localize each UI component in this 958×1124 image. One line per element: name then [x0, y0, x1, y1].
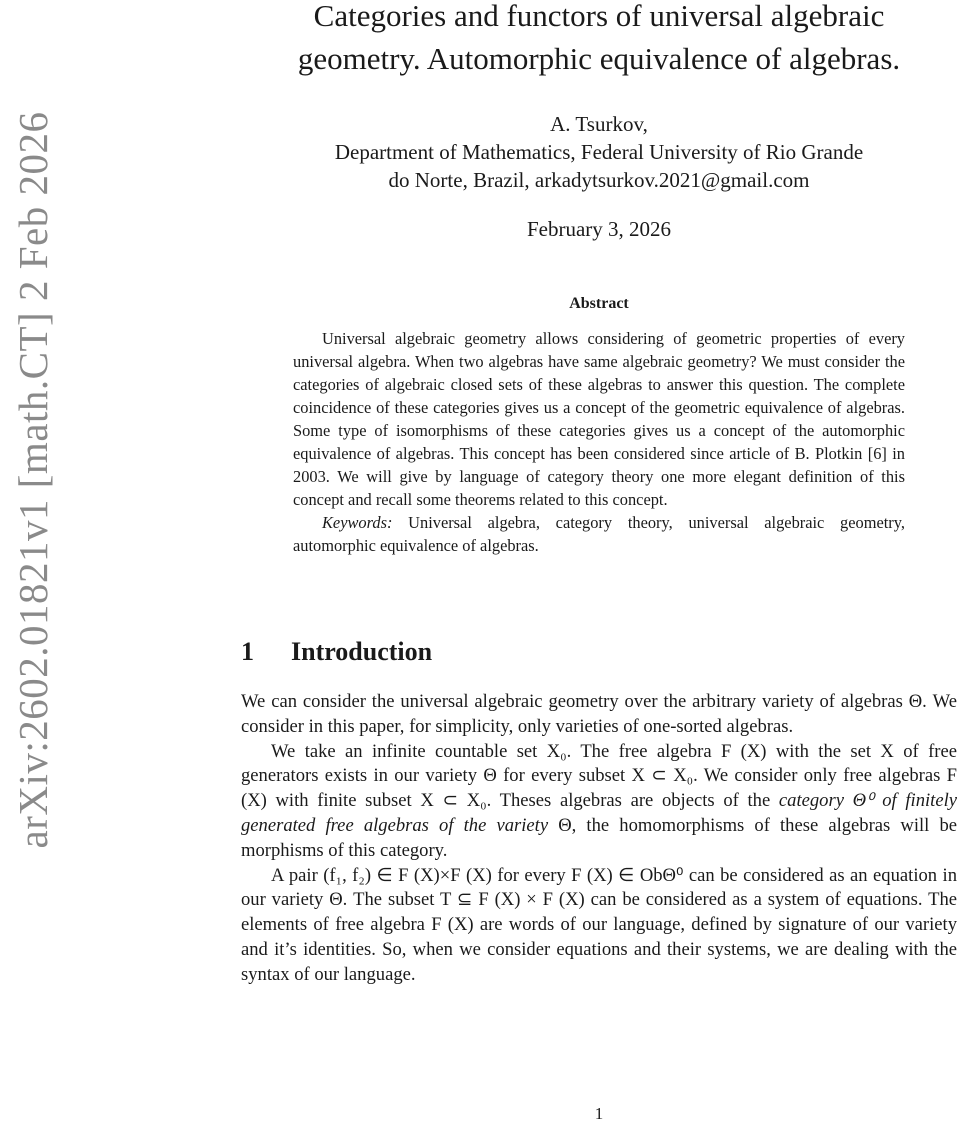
author-name: A. Tsurkov,: [550, 112, 648, 136]
paragraph-2: [241, 740, 957, 864]
page-number: 1: [594, 1104, 604, 1123]
paper-date: February 3, 2026: [526, 217, 672, 241]
paragraph-1: We can consider the universal algebraic geometry over the arbitrary variety of algebras Θ. We consider in this paper, for simplicity, only varieties of one-sorted algebras.: [241, 691, 957, 737]
abstract-body: [293, 327, 905, 557]
author-block: [241, 110, 957, 194]
keywords-paragraph: [293, 511, 905, 557]
paper-title: [241, 0, 957, 80]
introduction-body: [241, 690, 957, 988]
keywords-label: Keywords:: [322, 513, 393, 532]
paper-page: [241, 0, 957, 1121]
affiliation-line-1: Department of Mathematics, Federal University of Rio Grande: [334, 140, 864, 164]
affiliation-line-2: do Norte, Brazil, arkadytsurkov.2021@gmail.com: [388, 168, 810, 192]
section-heading: [241, 637, 957, 667]
section-title: Introduction: [291, 637, 433, 666]
section-number: 1: [241, 637, 254, 666]
abstract-text: Universal algebraic geometry allows considering of geometric properties of every universal algebra. When two algebras have same algebraic geometry? We must consider the categories of algebraic closed sets of these algebras to answer this question. The complete coincidence of these categories gives us a concept of the geometric equivalence of algebras. Some type of isomorphisms of these categories gives us a concept of the automorphic equivalence of algebras. This concept has been considered since article of B. Plotkin [6] in 2003. We will give by language of category theory one more elegant definition of this concept and recall some theorems related to this concept.: [293, 329, 905, 509]
keywords-text: Universal algebra, category theory, universal algebraic geometry, automorphic equivalence of algebras.: [293, 513, 905, 555]
paragraph-2-start: We take an infinite countable set X₀. The free algebra F (X) with the set X of free generators exists in our variety Θ for every subset X ⊂ X₀. We consider only free algebras F (X) with finite subset X ⊂ X₀. Theses algebras are objects of the: [241, 740, 957, 812]
definition-emphasis: category Θ⁰ of finitely generated free algebras of the variety: [241, 790, 957, 836]
abstract-heading: Abstract: [569, 295, 629, 312]
paragraph-3: A pair (f₁, f₂) ∈ F (X)×F (X) for every F (X) ∈ ObΘ⁰ can be considered as an equation in our variety Θ. The subset T ⊆ F (X) × F (X) can be considered as a system of equations. The elements of free algebra F (X) are words of our language, defined by signature of our variety and it’s identities. So, when we consider equations and their systems, we are dealing with the syntax of our language.: [241, 864, 957, 985]
title-line-2: geometry. Automorphic equivalence of algebras.: [297, 41, 901, 76]
arxiv-side-stamp: [0, 0, 60, 1121]
paragraph-2-end: Θ, the homomorphisms of these algebras will be morphisms of this category.: [241, 814, 958, 861]
arxiv-identifier: arXiv:2602.01821v1 [math.CT] 2 Feb 2026: [10, 111, 56, 849]
title-line-1: Categories and functors of universal algebraic: [313, 0, 885, 33]
